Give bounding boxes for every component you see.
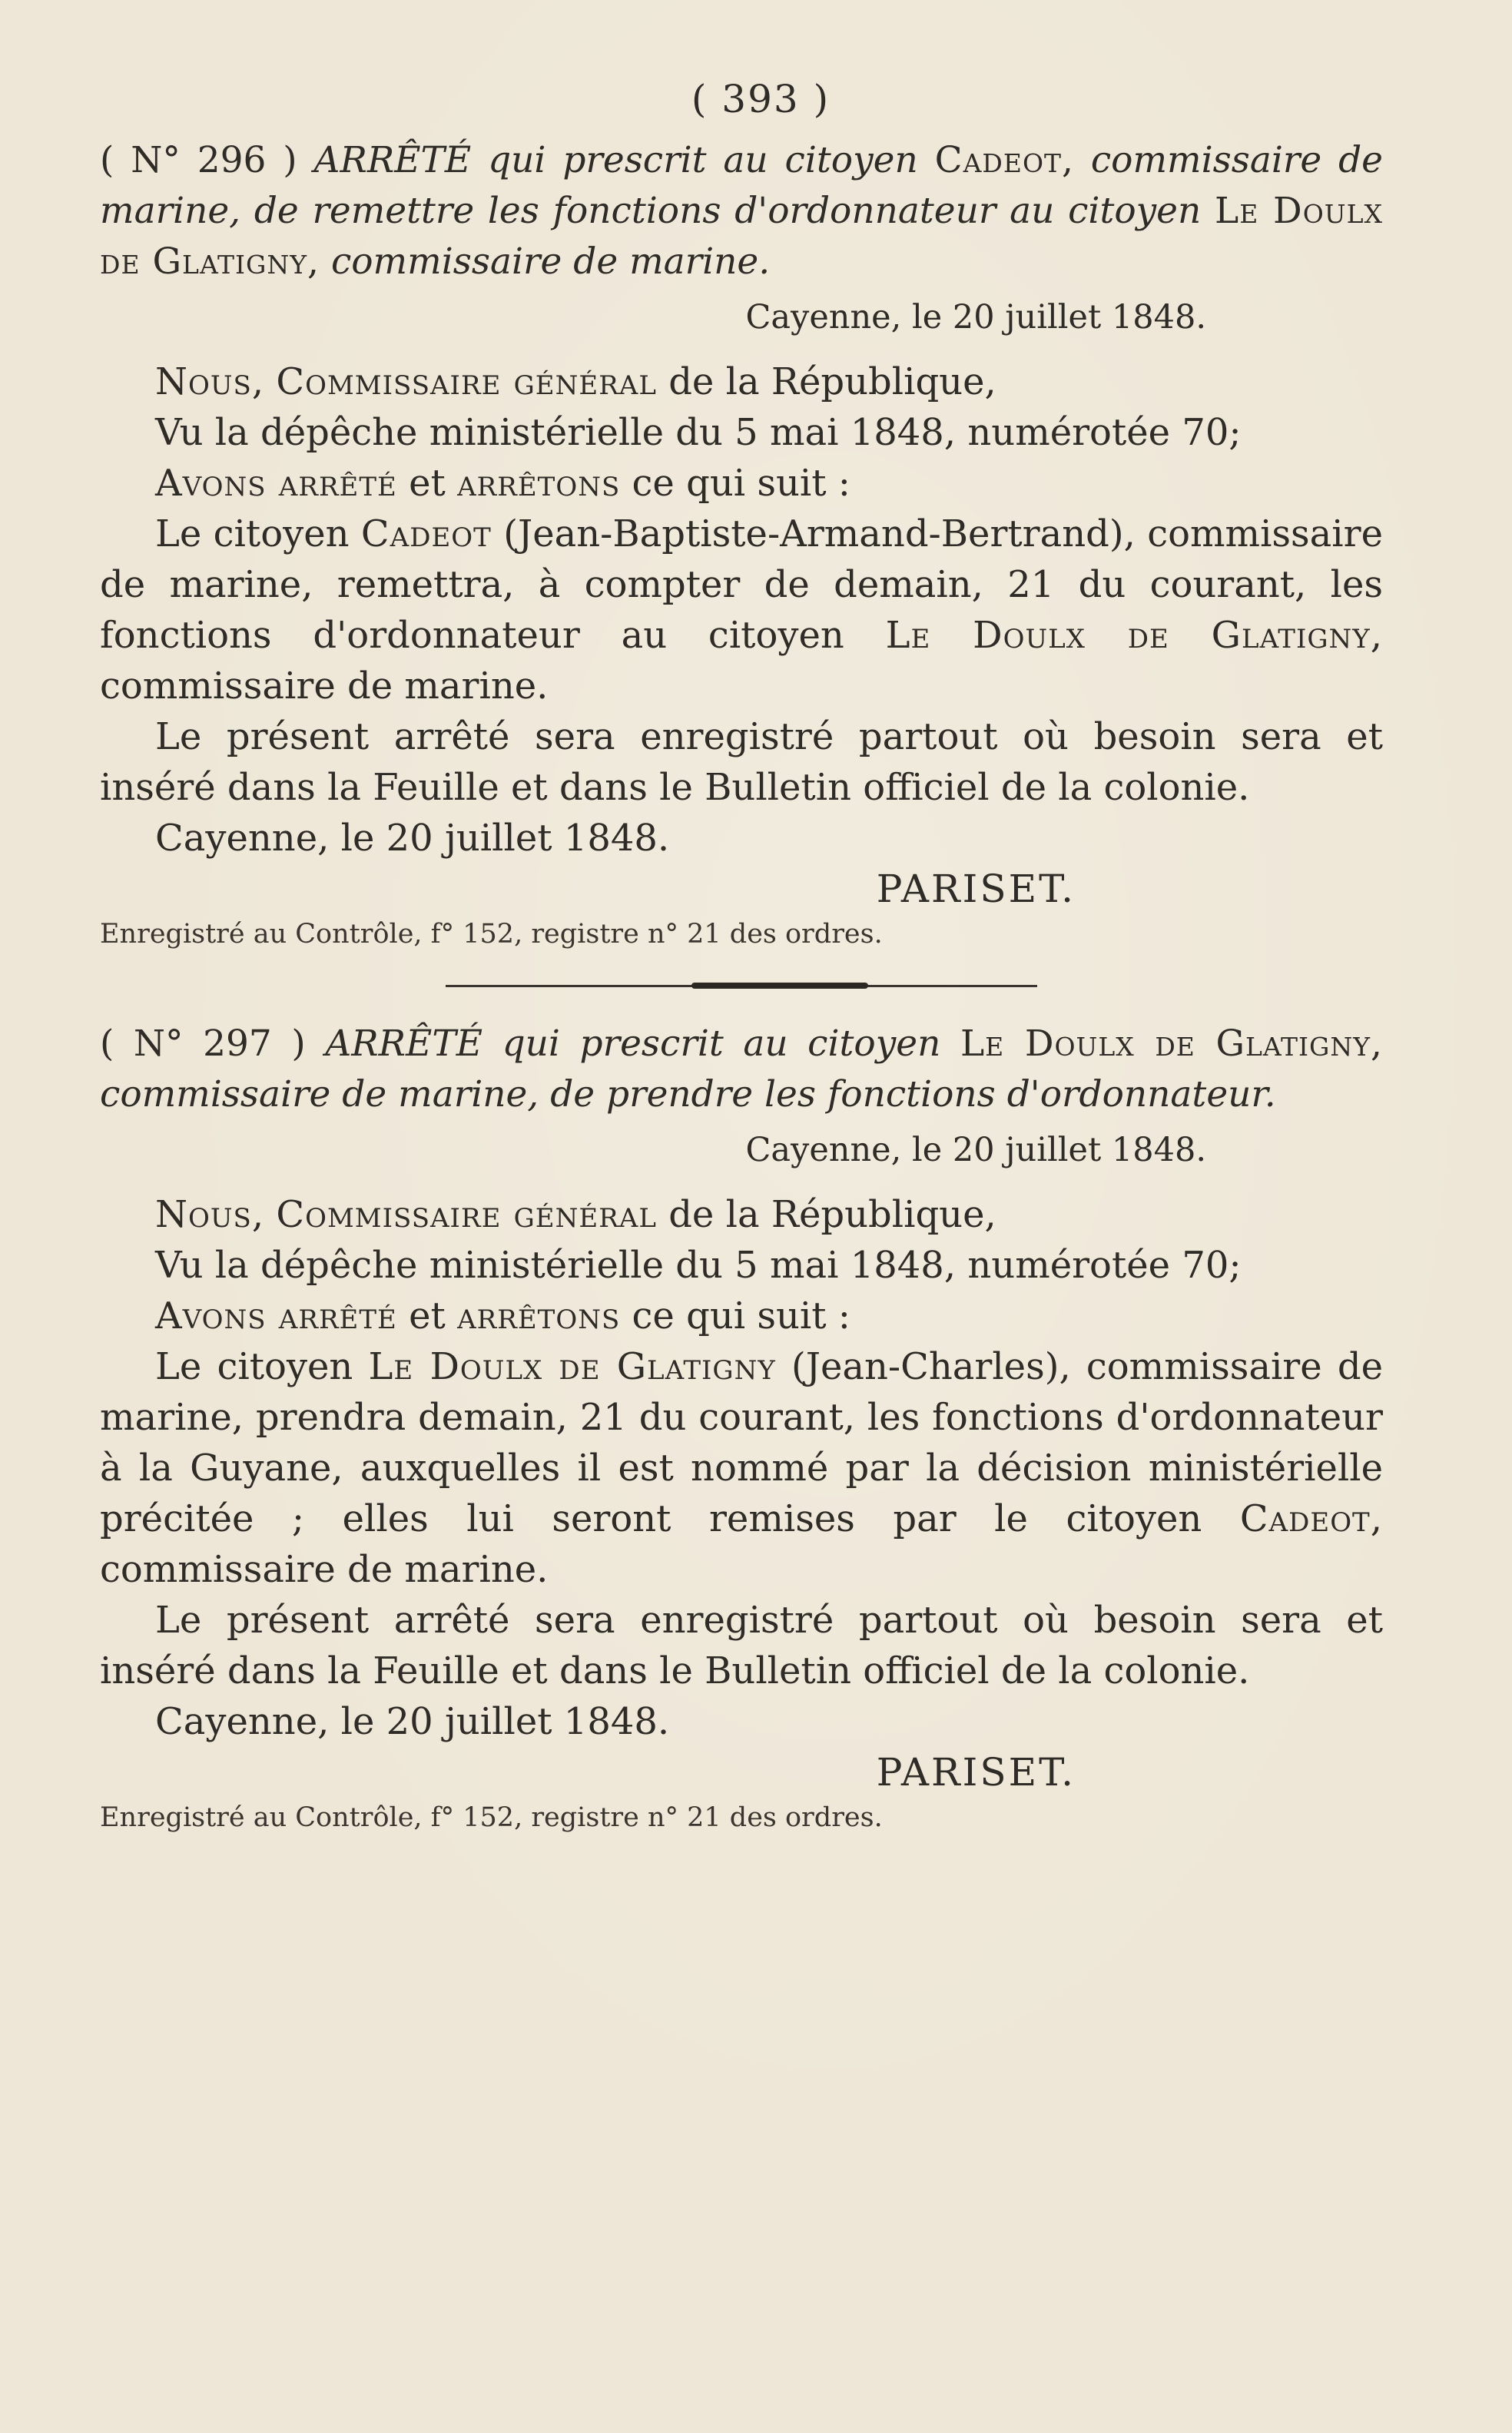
article-text: commissaire de marine. <box>100 1548 549 1591</box>
preamble-title: Commissaire général <box>276 1193 657 1236</box>
decree-number: ( N° 297 ) <box>100 1023 306 1065</box>
article-text: commissaire de marine. <box>100 665 549 708</box>
decision-word: arrêtons <box>457 1294 621 1337</box>
signature: PARISET. <box>876 1750 1076 1795</box>
signature: PARISET. <box>876 867 1076 911</box>
decree-296 <box>100 135 1383 950</box>
decision-paragraph <box>100 458 1383 509</box>
article-text: Le citoyen <box>155 512 350 555</box>
heading-text: commissaire de marine, de remettre les fonctions d'ordonnateur au citoyen <box>100 139 1383 232</box>
closing-date: Cayenne, le 20 juillet 1848. <box>155 817 670 860</box>
closing-date: Cayenne, le 20 juillet 1848. <box>155 1700 670 1743</box>
decision-text: et <box>409 1294 446 1337</box>
article-text: Le citoyen <box>155 1345 353 1388</box>
article-text: (Jean-Charles), commissaire de marine, prendra demain, 21 du courant, les fonctions d'ordonnateur à la Guyane, auxquelles il est nommé par la décision ministérielle précitée ; elles lui seront remises par le citoyen <box>100 1345 1383 1540</box>
text-column <box>100 77 1383 1833</box>
preamble-word: Nous, <box>155 1193 265 1236</box>
decree-type: ARRÊTÉ <box>325 1023 482 1065</box>
decree-heading <box>100 135 1383 287</box>
article-text: (Jean-Baptiste-Armand-Bertrand), commissaire de marine, remettra, à compter de demain, 21 du courant, les fonctions d'ordonnateur au citoyen <box>100 512 1383 657</box>
article-name: Cadeot <box>360 512 492 555</box>
heading-name: Le Doulx de Glatigny, <box>100 190 1383 283</box>
registration-note: Enregistré au Contrôle, f° 152, registre n° 21 des ordres. <box>100 919 883 950</box>
heading-text: commissaire de marine, de prendre les fonctions d'ordonnateur. <box>100 1073 1276 1115</box>
heading-text: commissaire de marine. <box>330 240 771 283</box>
preamble-title: Commissaire général <box>276 360 657 403</box>
decree-type: ARRÊTÉ <box>313 139 472 181</box>
decision-word: Avons arrêté <box>155 462 397 505</box>
article-name: Cadeot, <box>1239 1497 1383 1540</box>
dateline: Cayenne, le 20 juillet 1848. <box>745 1131 1206 1169</box>
decision-text: ce qui suit : <box>632 1294 850 1337</box>
decision-text: et <box>409 462 446 505</box>
heading-name: Le Doulx de Glatigny, <box>960 1023 1383 1065</box>
registration-note: Enregistré au Contrôle, f° 152, registre n° 21 des ordres. <box>100 1802 883 1833</box>
article-name: Le Doulx de Glatigny, <box>885 614 1383 657</box>
article-paragraph <box>100 1341 1383 1595</box>
article-paragraph <box>100 509 1383 711</box>
considering-paragraph: Vu la dépêche ministérielle du 5 mai 1848, numérotée 70; <box>155 1244 1242 1287</box>
decision-text: ce qui suit : <box>632 462 850 505</box>
section-divider <box>100 950 1383 1019</box>
preamble-text: de la République, <box>668 360 996 403</box>
decree-297 <box>100 1019 1383 1833</box>
preamble-text: de la République, <box>668 1193 996 1236</box>
decision-word: arrêtons <box>457 462 621 505</box>
preamble-paragraph <box>100 356 1383 407</box>
decree-number: ( N° 296 ) <box>100 139 297 181</box>
decision-word: Avons arrêté <box>155 1294 397 1337</box>
heading-name: Cadeot, <box>934 139 1074 181</box>
heading-text: qui prescrit au citoyen <box>502 1023 941 1065</box>
registration-order-paragraph: Le présent arrêté sera enregistré partout où besoin sera et inséré dans la Feuille et dans le Bulletin officiel de la colonie. <box>100 715 1383 809</box>
decision-paragraph <box>100 1291 1383 1341</box>
registration-order-paragraph: Le présent arrêté sera enregistré partout où besoin sera et inséré dans la Feuille et dans le Bulletin officiel de la colonie. <box>100 1599 1383 1692</box>
heading-text: qui prescrit au citoyen <box>488 139 918 181</box>
dateline: Cayenne, le 20 juillet 1848. <box>745 298 1206 336</box>
decree-heading <box>100 1019 1383 1120</box>
article-name: Le Doulx de Glatigny <box>368 1345 776 1388</box>
considering-paragraph: Vu la dépêche ministérielle du 5 mai 1848, numérotée 70; <box>155 411 1242 454</box>
preamble-paragraph <box>100 1189 1383 1240</box>
divider-ornament <box>691 983 868 989</box>
page-number: ( 393 ) <box>691 77 831 121</box>
preamble-word: Nous, <box>155 360 265 403</box>
